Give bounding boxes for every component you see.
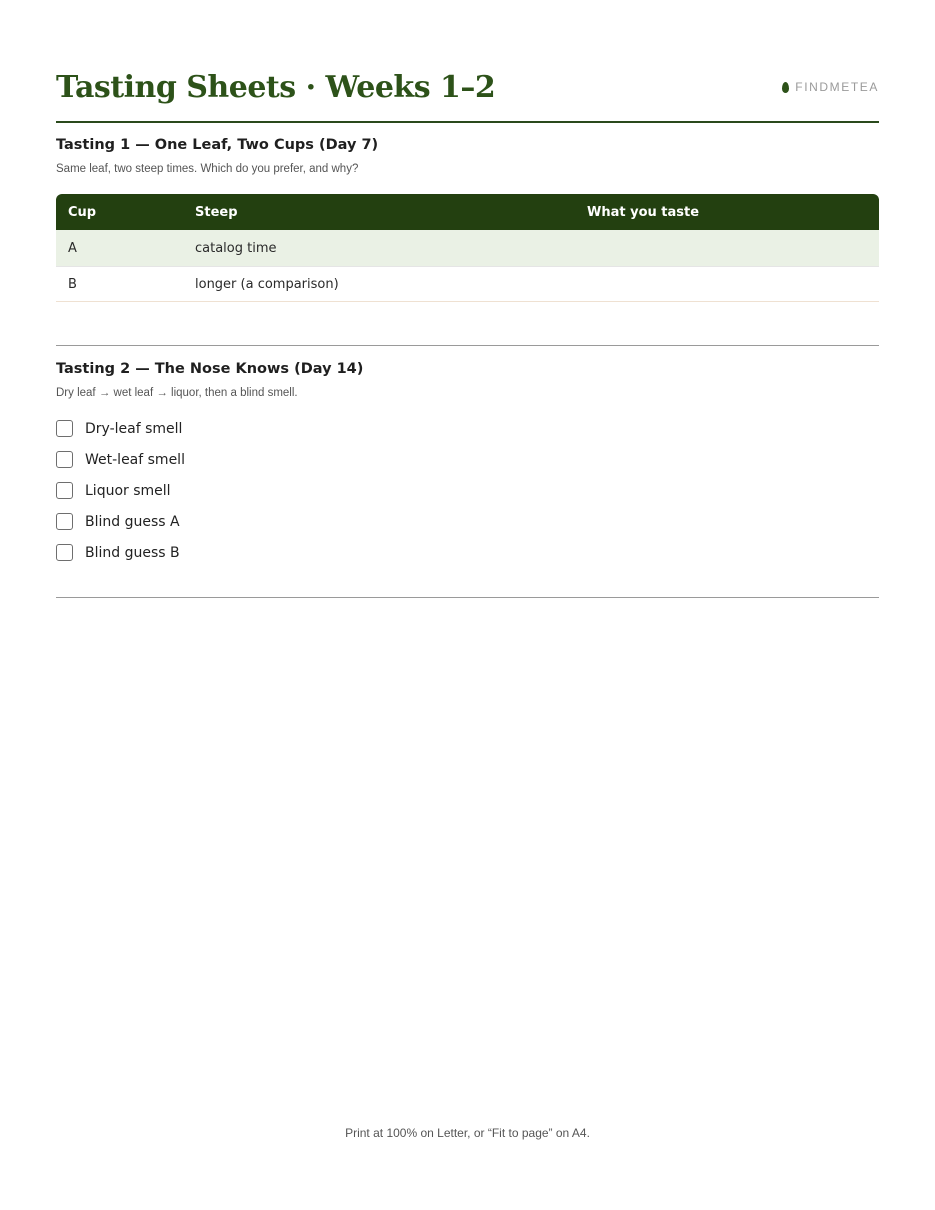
checklist-label: Liquor smell — [85, 482, 171, 499]
page-header — [56, 66, 879, 123]
tasting-2-subtitle: Dry leaf → wet leaf → liquor, then a blind smell. — [56, 387, 298, 399]
checklist-item[interactable] — [56, 506, 185, 537]
checkbox[interactable] — [56, 544, 73, 561]
steep-cell: catalog time — [183, 230, 575, 267]
tasting-2-title: Tasting 2 — The Nose Knows (Day 14) — [56, 361, 364, 377]
column-header-taste: What you taste — [575, 194, 879, 230]
checkbox[interactable] — [56, 513, 73, 530]
section-divider — [56, 597, 879, 598]
taste-cell[interactable] — [575, 230, 879, 267]
checklist-item[interactable] — [56, 413, 185, 444]
checkbox[interactable] — [56, 420, 73, 437]
checklist-item[interactable] — [56, 444, 185, 475]
brand-name: FINDMETEA — [795, 80, 879, 94]
section-divider — [56, 345, 879, 346]
column-header-steep: Steep — [183, 194, 575, 230]
cup-cell: A — [56, 230, 183, 267]
checklist-item[interactable] — [56, 475, 185, 506]
table-row — [56, 230, 879, 267]
cup-cell: B — [56, 267, 183, 302]
tasting-sheet-page — [56, 0, 879, 1210]
tasting-1-table — [56, 194, 879, 302]
smell-checklist — [56, 413, 185, 568]
leaf-icon — [782, 82, 789, 93]
taste-cell[interactable] — [575, 267, 879, 302]
checkbox[interactable] — [56, 482, 73, 499]
tasting-1-subtitle: Same leaf, two steep times. Which do you prefer, and why? — [56, 163, 359, 175]
table-row — [56, 267, 879, 302]
column-header-cup: Cup — [56, 194, 183, 230]
checklist-label: Wet-leaf smell — [85, 451, 185, 468]
print-instructions: Print at 100% on Letter, or “Fit to page” on A4. — [345, 1126, 590, 1140]
checklist-label: Dry-leaf smell — [85, 420, 183, 437]
checklist-item[interactable] — [56, 537, 185, 568]
tasting-1-title: Tasting 1 — One Leaf, Two Cups (Day 7) — [56, 137, 379, 153]
brand-logo — [782, 80, 879, 94]
steep-cell: longer (a comparison) — [183, 267, 575, 302]
checklist-label: Blind guess A — [85, 513, 180, 530]
checkbox[interactable] — [56, 451, 73, 468]
checklist-label: Blind guess B — [85, 544, 180, 561]
table-header-row — [56, 194, 879, 230]
page-title: Tasting Sheets · Weeks 1–2 — [56, 70, 496, 105]
